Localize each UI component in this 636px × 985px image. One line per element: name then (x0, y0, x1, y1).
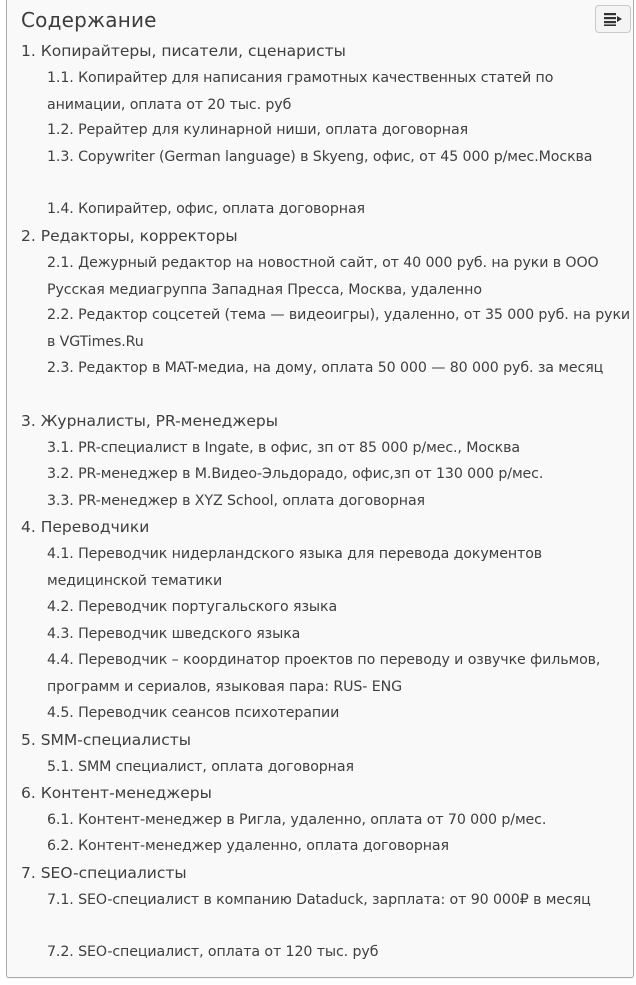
toc-item-link[interactable]: 7.2. SEO-специалист, оплата от 120 тыс. руб (47, 944, 379, 960)
toc-item-link[interactable]: 3.1. PR-специалист в Ingate, в офис, зп от 85 000 р/мес., Москва (47, 440, 520, 456)
table-of-contents (6, 0, 634, 978)
toc-item-link[interactable]: 6.1. Контент-менеджер в Ригла, удаленно, оплата от 70 000 р/мес. (47, 812, 547, 828)
toc-item-link[interactable]: 4.2. Переводчик португальского языка (47, 599, 338, 615)
toc-item-link[interactable]: 5.1. SMM специалист, оплата договорная (47, 759, 354, 775)
toc-item-link[interactable]: 4.3. Переводчик шведского языка (47, 626, 301, 642)
toc-item-link[interactable]: 3.2. PR-менеджер в М.Видео-Эльдорадо, офис,зп от 130 000 р/мес. (47, 466, 544, 482)
toc-title: Содержание (21, 8, 157, 32)
toc-item-link[interactable]: 1.2. Рерайтер для кулинарной ниши, оплата договорная (47, 122, 469, 138)
toc-item-link[interactable]: 4.5. Переводчик сеансов психотерапии (47, 705, 340, 721)
toc-item-link[interactable]: 7.1. SEO-специалист в компанию Dataduck, зарплата: от 90 000₽ в месяц (47, 892, 591, 908)
toc-item-link[interactable]: 1.4. Копирайтер, офис, оплата договорная (47, 201, 365, 217)
toc-item-link[interactable]: 2.1. Дежурный редактор на новостной сайт, от 40 000 руб. на руки в ООО Русская медиагруппа Западная Пресса, Москва, удаленно (47, 255, 599, 298)
toc-item-link[interactable]: 4.1. Переводчик нидерландского языка для перевода документов медицинской тематики (47, 546, 543, 589)
toc-item-link[interactable]: 1.1. Копирайтер для написания грамотных качественных статей по анимации, оплата от 20 тыс. руб (47, 70, 554, 113)
toc-item-link[interactable]: 3.3. PR-менеджер в XYZ School, оплата договорная (47, 493, 425, 509)
toc-item-link[interactable]: 6.2. Контент-менеджер удаленно, оплата договорная (47, 838, 449, 854)
toc-item-link[interactable]: 1.3. Copywriter (German language) в Skyeng, офис, от 45 000 р/мес.Москва (47, 149, 593, 165)
toc-item-link[interactable]: 4.4. Переводчик – координатор проектов по переводу и озвучке фильмов, программ и сериалов, языковая пара: RUS- ENG (47, 652, 601, 695)
toc-section-link[interactable]: 4. Переводчики (21, 518, 150, 536)
toc-item-link[interactable]: 2.2. Редактор соцсетей (тема — видеоигры), удаленно, от 35 000 руб. на руки в VGTimes.Ru (47, 307, 631, 350)
toc-toggle-button[interactable] (595, 5, 631, 33)
toc-item-link[interactable]: 2.3. Редактор в MAT-медиа, на дому, оплата 50 000 — 80 000 руб. за месяц (47, 360, 604, 376)
toc-section-link[interactable]: 7. SEO-специалисты (21, 864, 187, 882)
list-toggle-icon (604, 12, 622, 26)
toc-section-link[interactable]: 2. Редакторы, корректоры (21, 227, 238, 245)
toc-section-link[interactable]: 6. Контент-менеджеры (21, 784, 212, 802)
toc-section-link[interactable]: 1. Копирайтеры, писатели, сценаристы (21, 42, 346, 60)
toc-section-link[interactable]: 5. SMM-специалисты (21, 731, 191, 749)
toc-section-link[interactable]: 3. Журналисты, PR-менеджеры (21, 412, 278, 430)
